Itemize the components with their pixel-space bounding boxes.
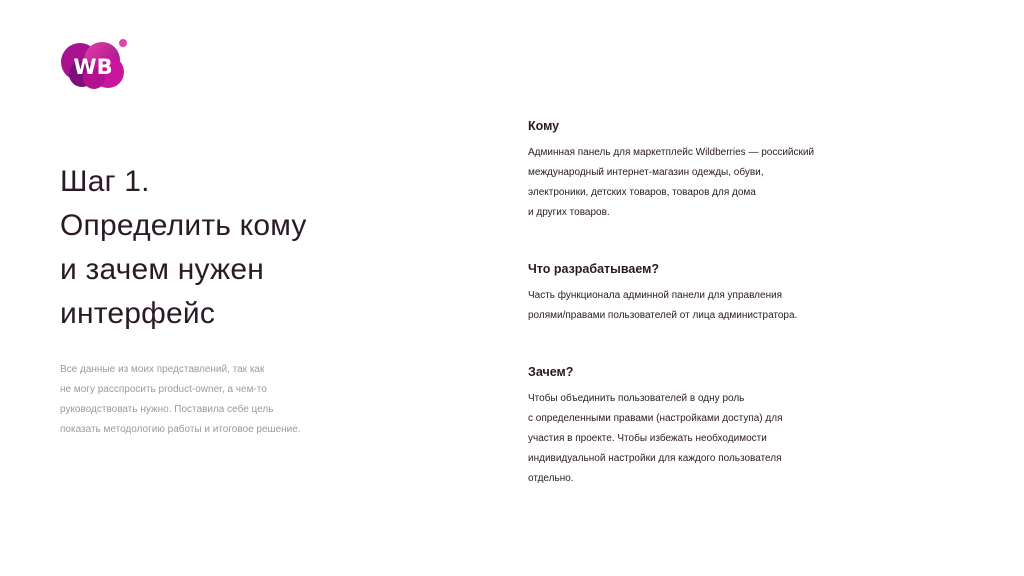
section-body (528, 143, 858, 223)
section-line: и других товаров. (528, 207, 610, 218)
section-heading: Зачем? (528, 365, 574, 379)
section-line: Чтобы объединить пользователей в одну роль (528, 393, 745, 404)
section-heading: Кому (528, 119, 560, 133)
section-line: отдельно. (528, 473, 574, 484)
section-heading: Что разрабатываем? (528, 262, 659, 276)
note-line: показать методологию работы и итоговое решение. (60, 424, 301, 435)
section-komu (528, 118, 858, 223)
section-line: Админная панель для маркетплейс Wildberries — российский (528, 147, 815, 158)
note-line: не могу расспросить product-owner, а чем-то (60, 384, 267, 395)
page-title (60, 160, 420, 336)
wildberries-logo (58, 38, 130, 92)
section-line: с определенными правами (настройками доступа) для (528, 413, 783, 424)
section-what (528, 261, 858, 326)
section-body (528, 389, 858, 489)
title-line: и зачем нужен (60, 253, 264, 286)
title-line: Определить кому (60, 209, 307, 242)
section-line: Часть функционала админной панели для управления (528, 290, 783, 301)
section-line: международный интернет-магазин одежды, обуви, (528, 167, 764, 178)
title-line: Шаг 1. (60, 165, 150, 198)
note-line: руководствовать нужно. Поставила себе цель (60, 404, 274, 415)
note-line: Все данные из моих представлений, так как (60, 364, 265, 375)
logo-text: WB (73, 55, 113, 79)
section-why (528, 364, 858, 489)
section-body (528, 286, 858, 326)
section-line: электроники, детских товаров, товаров для дома (528, 187, 756, 198)
section-line: участия в проекте. Чтобы избежать необходимости (528, 433, 767, 444)
section-line: ролями/правами пользователей от лица администратора. (528, 310, 798, 321)
disclaimer-note (60, 360, 360, 440)
title-line: интерфейс (60, 297, 216, 330)
section-line: индивидуальной настройки для каждого пользователя (528, 453, 782, 464)
